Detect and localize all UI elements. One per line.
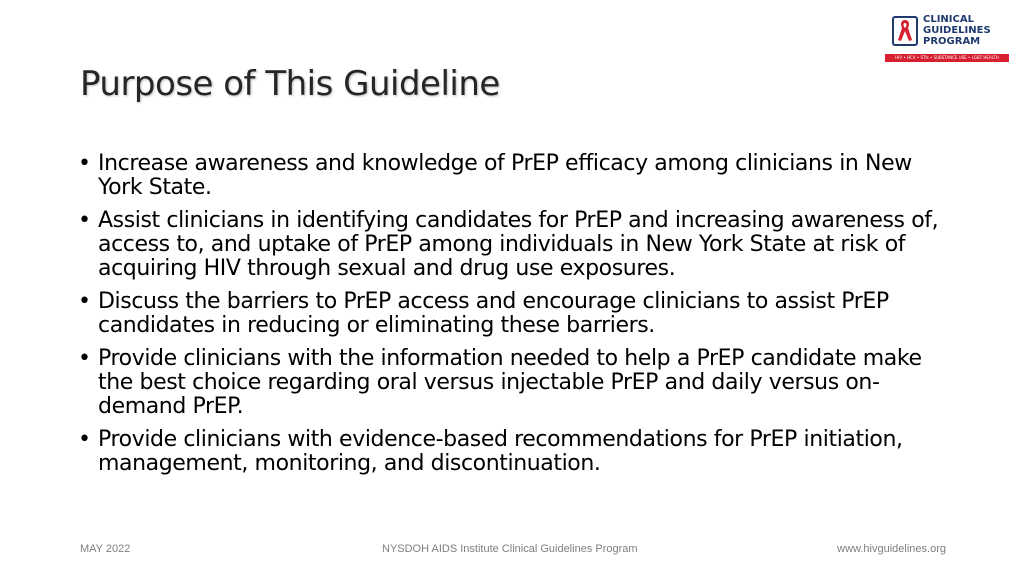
logo-wordmark <box>923 14 991 47</box>
footer-website: www.hivguidelines.org <box>837 543 946 555</box>
footer-date: MAY 2022 <box>80 543 131 555</box>
logo-line-2: GUIDELINES <box>923 25 991 36</box>
bullet-item <box>78 347 958 419</box>
bullet-text: Discuss the barriers to PrEP access and encourage clinicians to assist PrEP candidates in reducing or eliminating these barriers. <box>98 289 889 338</box>
bullet-item <box>78 152 958 200</box>
logo-tagline: HIV • HCV • STIs • SUBSTANCE USE • LGBT HEALTH <box>885 54 1009 62</box>
bullet-text: Provide clinicians with evidence-based recommendations for PrEP initiation, management, monitoring, and discontinuation. <box>98 427 903 476</box>
bullet-icon: • <box>78 346 91 371</box>
bullet-item <box>78 290 958 338</box>
bullet-text: Assist clinicians in identifying candidates for PrEP and increasing awareness of, access to, and uptake of PrEP among individuals in New York State at risk of acquiring HIV through sexual and drug use exposures. <box>98 208 939 281</box>
bullet-list <box>78 152 958 485</box>
bullet-icon: • <box>78 208 91 233</box>
bullet-text: Provide clinicians with the information needed to help a PrEP candidate make the best choice regarding oral versus injectable PrEP and daily versus on-demand PrEP. <box>98 346 922 419</box>
program-logo <box>885 12 1009 64</box>
bullet-item <box>78 209 958 281</box>
footer-program: NYSDOH AIDS Institute Clinical Guidelines Program <box>382 543 638 555</box>
awareness-ribbon-icon <box>896 18 914 44</box>
bullet-icon: • <box>78 427 91 452</box>
bullet-icon: • <box>78 151 91 176</box>
logo-line-3: PROGRAM <box>923 36 981 47</box>
bullet-text: Increase awareness and knowledge of PrEP efficacy among clinicians in New York State. <box>98 151 912 200</box>
slide-title: Purpose of This Guideline <box>80 64 500 104</box>
logo-line-1: CLINICAL <box>923 14 974 25</box>
bullet-item <box>78 428 958 476</box>
bullet-icon: • <box>78 289 91 314</box>
